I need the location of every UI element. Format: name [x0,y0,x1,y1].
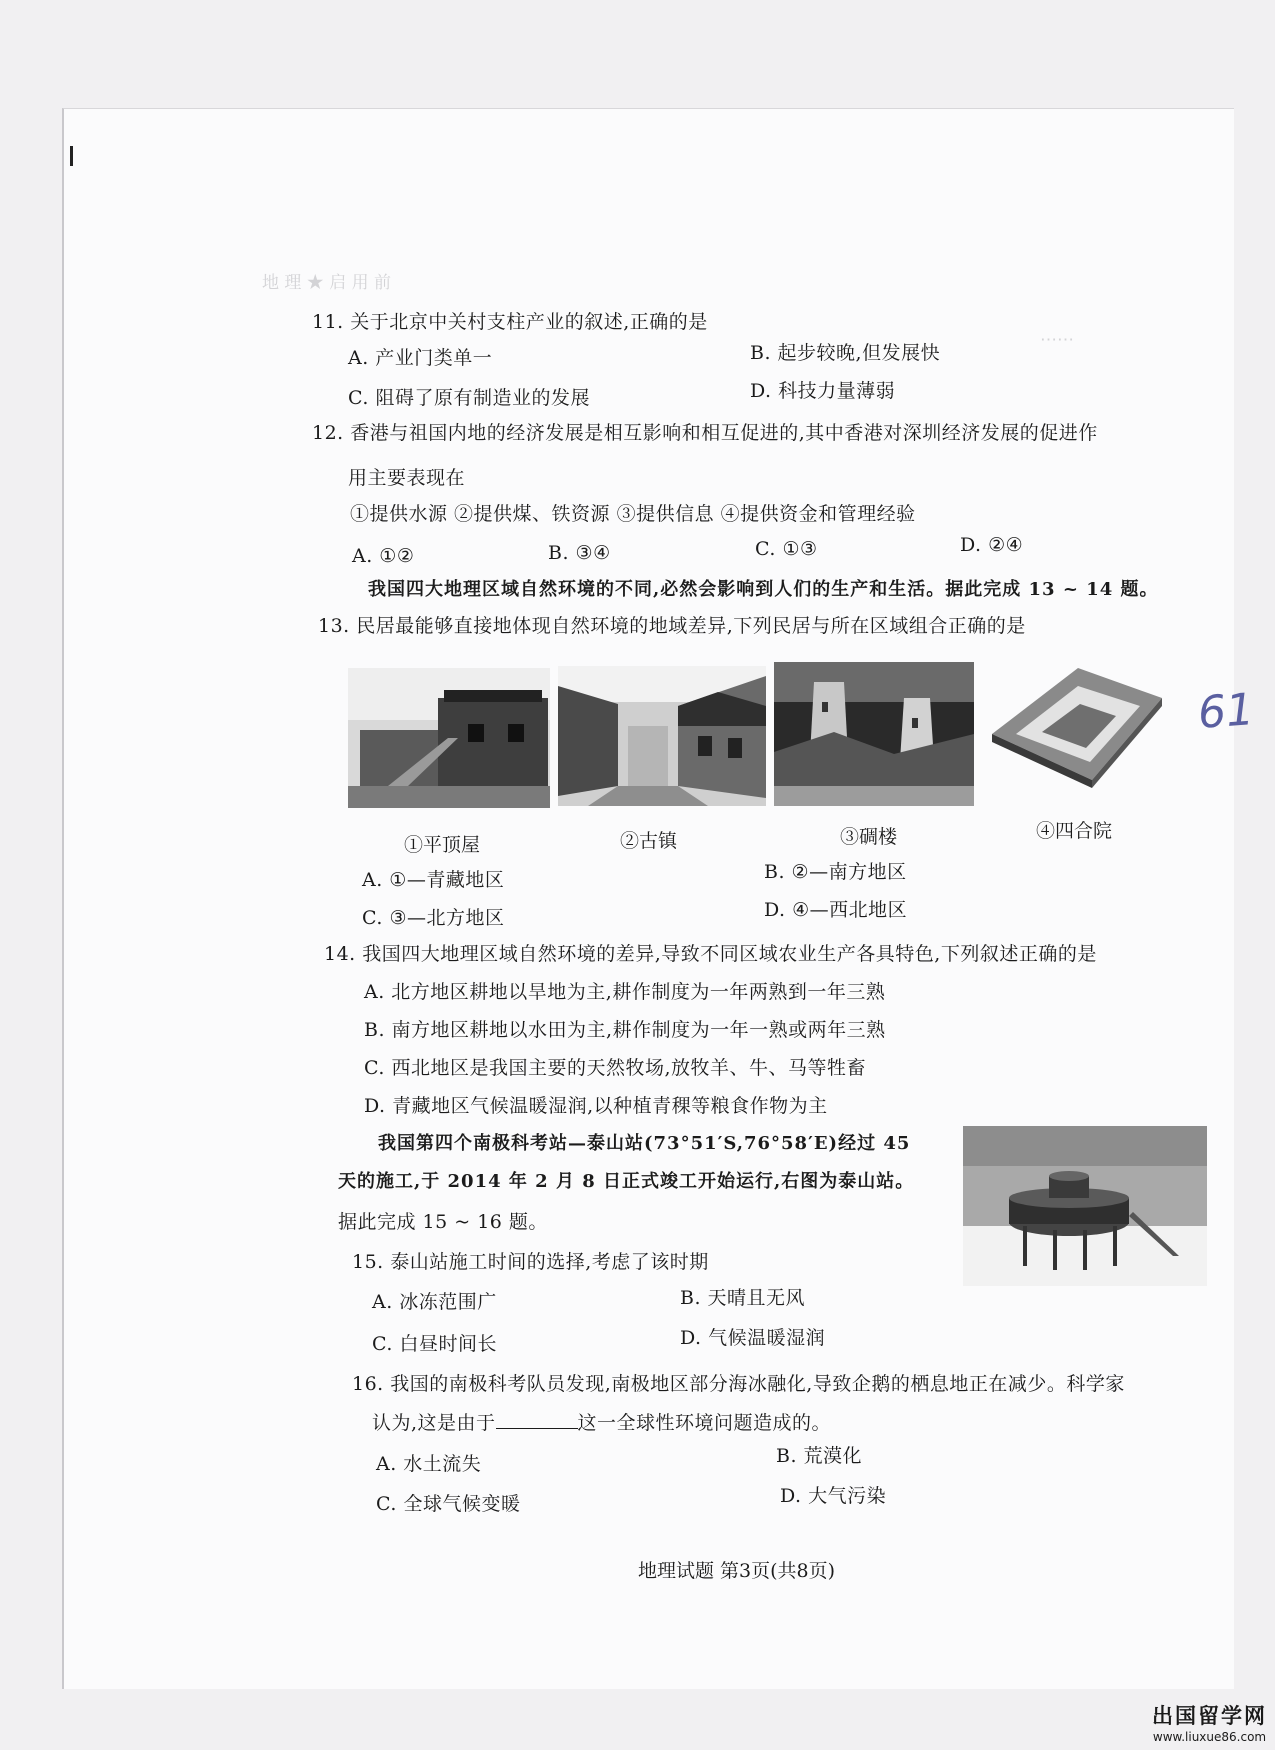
section-intro-15-16-line2: 天的施工,于 2014 年 2 月 8 日正式竣工开始运行,右图为泰山站。 [338,1171,915,1192]
q12-option-d: D. ②④ [960,534,1024,556]
scan-edge-mark [70,146,73,166]
q12-stem-line1: 12. 香港与祖国内地的经济发展是相互影响和相互促进的,其中香港对深圳经济发展的促进作 [312,422,1098,444]
q11-option-a: A. 产业门类单一 [348,347,493,369]
q16-stem-line2 [372,1410,831,1435]
q13-option-a: A. ①—青藏地区 [362,869,505,891]
section-intro-15-16-line1: 我国第四个南极科考站—泰山站(73°51′S,76°58′E)经过 45 [378,1133,911,1154]
q14-option-b: B. 南方地区耕地以水田为主,耕作制度为一年一熟或两年三熟 [364,1019,886,1041]
photo-siheyuan-courtyard [982,662,1168,796]
q16-stem-pre: 认为,这是由于 [372,1412,496,1434]
q14-option-c: C. 西北地区是我国主要的天然牧场,放牧羊、牛、马等牲畜 [364,1057,866,1079]
photo-diaolou-tower [774,662,974,806]
q11-option-c: C. 阻碍了原有制造业的发展 [348,387,590,409]
q11-option-d: D. 科技力量薄弱 [750,380,896,402]
q12-option-c: C. ①③ [755,538,818,560]
site-watermark [1152,1700,1267,1744]
q16-stem-post: 这一全球性环境问题造成的。 [577,1412,832,1434]
q16-option-a: A. 水土流失 [376,1453,482,1475]
section-intro-13-14: 我国四大地理区域自然环境的不同,必然会影响到人们的生产和生活。据此完成 13 ~ 14 题。 [368,579,1159,600]
caption-ancient-town: ②古镇 [620,830,678,852]
photo-ancient-town [558,666,766,806]
q11-option-b: B. 起步较晚,但发展快 [750,342,941,364]
q16-option-d: D. 大气污染 [780,1485,887,1507]
q14-stem: 14. 我国四大地理区域自然环境的差异,导致不同区域农业生产各具特色,下列叙述正确的是 [324,943,1097,965]
q12-option-a: A. ①② [352,545,415,567]
q16-stem-line1: 16. 我国的南极科考队员发现,南极地区部分海冰融化,导致企鹅的栖息地正在减少。科学家 [352,1373,1125,1395]
q15-stem: 15. 泰山站施工时间的选择,考虑了该时期 [352,1251,709,1273]
q16-answer-blank [496,1410,578,1429]
q16-option-b: B. 荒漠化 [776,1445,863,1467]
q13-stem: 13. 民居最能够直接地体现自然环境的地域差异,下列民居与所在区域组合正确的是 [318,615,1026,637]
q12-statements: ①提供水源 ②提供煤、铁资源 ③提供信息 ④提供资金和管理经验 [350,503,916,525]
q15-option-b: B. 天晴且无风 [680,1287,806,1309]
caption-flat-roof-house: ①平顶屋 [404,834,481,856]
q12-stem-line2: 用主要表现在 [348,467,466,489]
show-through-text: ⋯⋯ [1040,330,1074,350]
page-footer: 地理试题 第3页(共8页) [638,1560,836,1582]
watermark-url: www.liuxue86.com [1152,1730,1267,1744]
photo-taishan-station [963,1126,1207,1286]
q15-option-d: D. 气候温暖湿润 [680,1327,826,1349]
q12-option-b: B. ③④ [548,542,611,564]
section-intro-15-16-line3: 据此完成 15 ~ 16 题。 [338,1211,548,1233]
q13-option-c: C. ③—北方地区 [362,907,505,929]
q13-option-b: B. ②—南方地区 [764,861,907,883]
q14-option-d: D. 青藏地区气候温暖湿润,以种植青稞等粮食作物为主 [364,1095,828,1117]
photo-flat-roof-house [348,668,550,808]
q11-stem: 11. 关于北京中关村支柱产业的叙述,正确的是 [312,311,708,333]
caption-siheyuan: ④四合院 [1036,820,1113,842]
handwritten-score: 61 [1196,684,1256,739]
q14-option-a: A. 北方地区耕地以旱地为主,耕作制度为一年两熟到一年三熟 [364,981,886,1003]
show-through-text: 地 理 ★ 启 用 前 [262,273,392,293]
q15-option-a: A. 冰冻范围广 [372,1291,497,1313]
q13-option-d: D. ④—西北地区 [764,899,908,921]
caption-diaolou: ③碉楼 [840,826,898,848]
q15-option-c: C. 白昼时间长 [372,1333,497,1355]
watermark-name: 出国留学网 [1152,1704,1267,1728]
q16-option-c: C. 全球气候变暖 [376,1493,521,1515]
